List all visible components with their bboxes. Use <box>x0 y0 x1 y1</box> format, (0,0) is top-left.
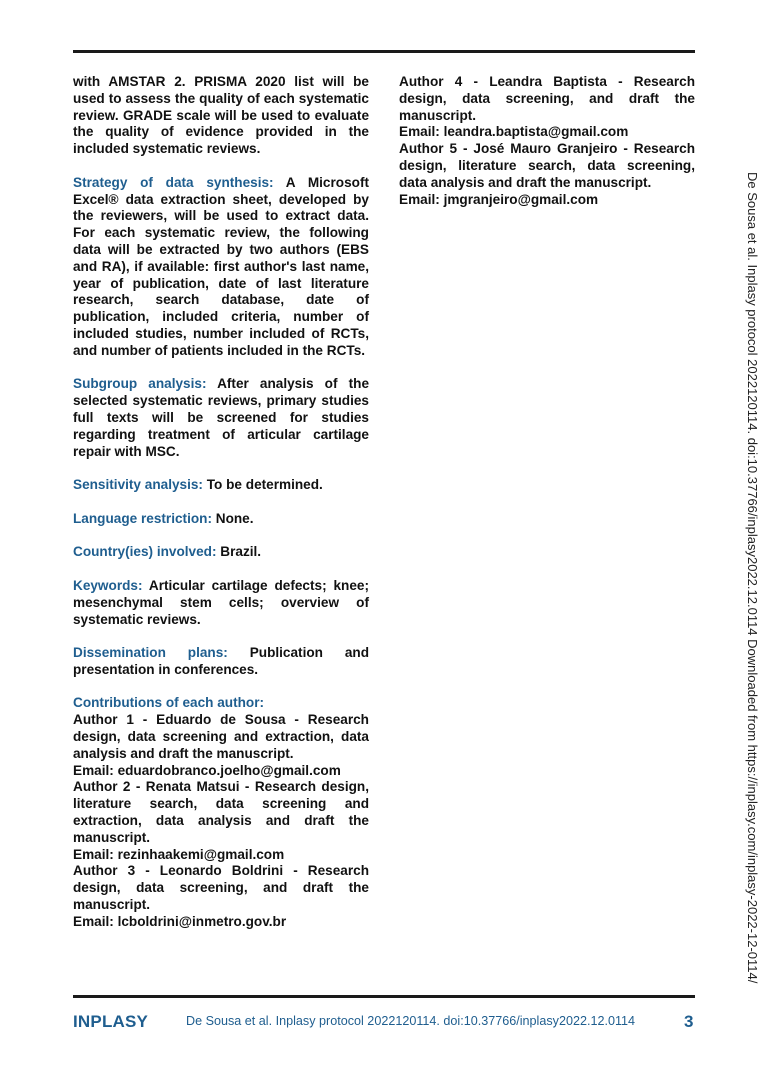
author-1-role: Author 1 - Eduardo de Sousa - Research design, data screening and extraction, data analysis and draft the manuscript. <box>73 712 369 761</box>
inplasy-logo: INPLASY <box>73 1012 149 1031</box>
bottom-rule <box>73 995 695 998</box>
keywords-text: Articular cartilage defects; knee; mesenchymal stem cells; overview of systematic reviews. <box>73 577 369 627</box>
dissemination-paragraph <box>73 645 369 679</box>
author-4-email: Email: leandra.baptista@gmail.com <box>399 124 629 140</box>
right-contributions <box>399 74 695 208</box>
intro-paragraph: with AMSTAR 2. PRISMA 2020 list will be used to assess the quality of each systematic review. GRADE scale will be used to evaluate the quality of evidence provided in the included systematic reviews. <box>73 74 369 157</box>
subgroup-paragraph <box>73 376 369 460</box>
sensitivity-heading: Sensitivity analysis: <box>73 477 203 493</box>
sensitivity-paragraph <box>73 477 369 494</box>
language-heading: Language restriction: <box>73 510 212 526</box>
synthesis-paragraph <box>73 175 369 360</box>
right-column <box>399 74 695 225</box>
author-3-email: Email: lcboldrini@inmetro.gov.br <box>73 913 287 929</box>
author-4-role: Author 4 - Leandra Baptista - Research design, data screening, and draft the manuscript. <box>399 74 695 123</box>
contributions-heading: Contributions of each author: <box>73 695 265 711</box>
footer-citation: De Sousa et al. Inplasy protocol 2022120114. doi:10.37766/inplasy2022.12.0114 <box>186 1014 636 1028</box>
author-5-role: Author 5 - José Mauro Granjeiro - Research design, literature search, data screening, data analysis and draft the manuscript. <box>399 141 695 190</box>
country-heading: Country(ies) involved: <box>73 544 217 560</box>
download-side-note: De Sousa et al. Inplasy protocol 2022120114. doi:10.37766/inplasy2022.12.0114 Downloaded from https://inplasy.com/inplasy-2022-12-0114/ <box>745 172 760 984</box>
language-text: None. <box>211 510 254 526</box>
sensitivity-text: To be determined. <box>202 477 323 493</box>
page-number: 3 <box>684 1012 694 1031</box>
keywords-heading: Keywords: <box>73 577 143 593</box>
language-paragraph <box>73 511 369 528</box>
contributions-paragraph <box>73 695 369 930</box>
dissemination-text: Publication and presentation in conferences. <box>73 645 369 677</box>
subgroup-text: After analysis of the selected systematic reviews, primary studies full texts will be screened for studies regarding treatment of articular cartilage repair with MSC. <box>73 376 370 459</box>
synthesis-text: A Microsoft Excel® data extraction sheet, developed by the reviewers, will be used to extract data. For each systematic review, the following data will be extracted by two authors (EBS and RA), if available: first author's last name, year of publication, date of last literature research, search database, date of publication, included criteria, number of included studies, number included of RCTs, and number of patients included in the RCTs. <box>73 174 369 358</box>
country-text: Brazil. <box>216 544 262 560</box>
author-5-email: Email: jmgranjeiro@gmail.com <box>399 191 599 207</box>
author-2-role: Author 2 - Renata Matsui - Research design, literature search, data screening and extraction, data analysis and draft the manuscript. <box>73 779 369 845</box>
author-1-email: Email: eduardobranco.joelho@gmail.com <box>73 762 341 778</box>
subgroup-heading: Subgroup analysis: <box>73 376 207 392</box>
keywords-paragraph <box>73 578 369 628</box>
top-rule <box>73 50 695 53</box>
author-3-role: Author 3 - Leonardo Boldrini - Research design, data screening, and draft the manuscript. <box>73 863 369 913</box>
country-paragraph <box>73 544 369 561</box>
left-column <box>73 74 369 947</box>
dissemination-heading: Dissemination plans: <box>73 645 228 661</box>
synthesis-heading: Strategy of data synthesis: <box>73 174 274 190</box>
author-2-email: Email: rezinhaakemi@gmail.com <box>73 846 285 862</box>
